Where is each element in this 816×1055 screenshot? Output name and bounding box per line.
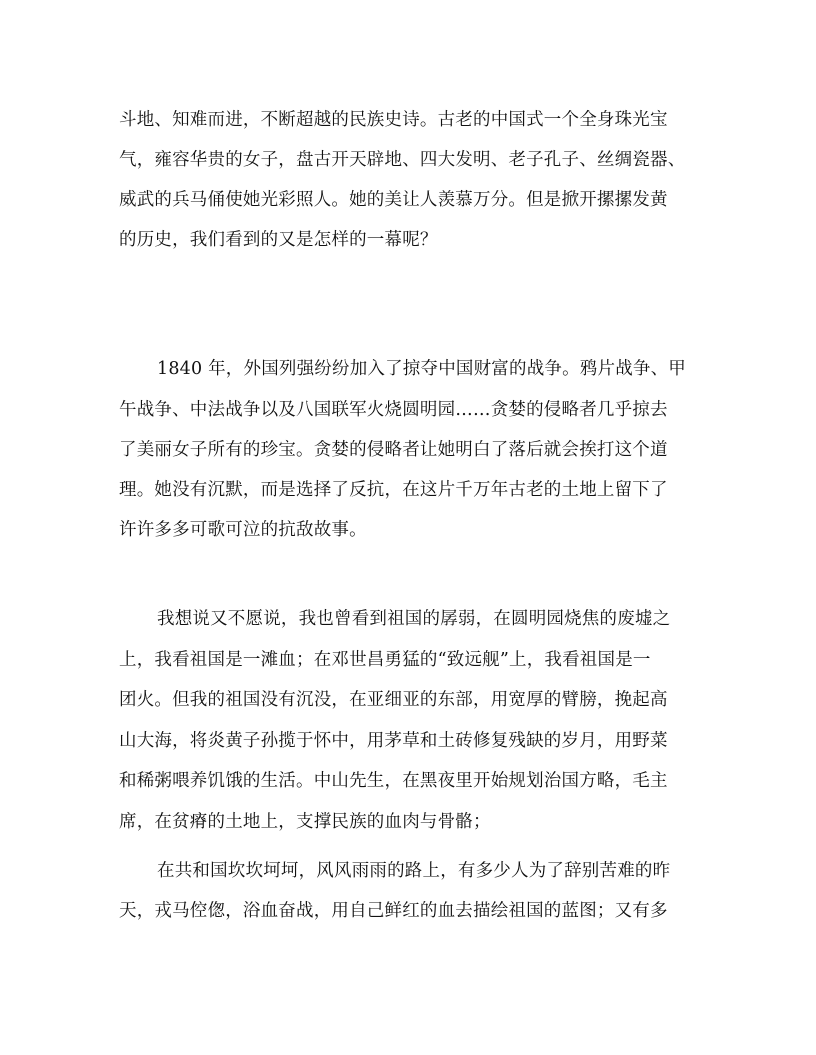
paragraph-3-line-1: 我想说又不愿说，我也曾看到祖国的孱弱，在圆明园烧焦的废墟之 [157,609,671,629]
paragraph-3-line-3: 团火。但我的祖国没有沉没，在亚细亚的东部，用宽厚的臂膀，挽起高 [119,690,668,710]
paragraph-1-line-4: 的历史，我们看到的又是怎样的一幕呢？ [119,230,438,250]
paragraph-4-line-1: 在共和国坎坎坷坷，风风雨雨的路上，有多少人为了辞别苦难的昨 [157,861,671,881]
paragraph-4-line-2: 天，戎马倥偬，浴血奋战，用自己鲜红的血去描绘祖国的蓝图；又有多 [119,901,668,921]
paragraph-2-line-4: 理。她没有沉默，而是选择了反抗，在这片千万年古老的土地上留下了 [119,480,668,500]
paragraph-2-line-1: 1840 年，外国列强纷纷加入了掠夺中国财富的战争。鸦片战争、甲 [157,359,686,379]
paragraph-1-line-2: 气，雍容华贵的女子，盘古开天辟地、四大发明、老子孔子、丝绸瓷器、 [119,150,686,170]
paragraph-1-line-3: 威武的兵马俑使她光彩照人。她的美让人羡慕万分。但是掀开摞摞发黄 [119,190,668,210]
paragraph-2-line-3: 了美丽女子所有的珍宝。贪婪的侵略者让她明白了落后就会挨打这个道 [119,440,668,460]
paragraph-3-line-2: 上，我看祖国是一滩血；在邓世昌勇猛的“致远舰”上，我看祖国是一 [119,650,651,670]
paragraph-1-line-1: 斗地、知难而进，不断超越的民族史诗。古老的中国式一个全身珠光宝 [119,110,668,130]
paragraph-2-line-2: 午战争、中法战争以及八国联军火烧圆明园……贪婪的侵略者几乎掠去 [119,400,668,420]
paragraph-3-line-6: 席，在贫瘠的土地上，支撑民族的血肉与骨骼； [119,812,491,832]
paragraph-3-line-4: 山大海，将炎黄子孙揽于怀中，用茅草和土砖修复残缺的岁月，用野菜 [119,731,668,751]
paragraph-3-line-5: 和稀粥喂养饥饿的生活。中山先生，在黑夜里开始规划治国方略，毛主 [119,771,668,791]
paragraph-2-line-5: 许许多多可歌可泣的抗敌故事。 [119,520,367,540]
